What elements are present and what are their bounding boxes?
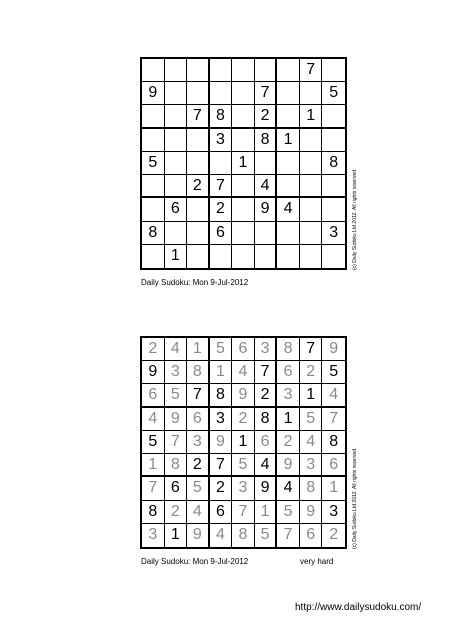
puzzle-caption: Daily Sudoku: Mon 9-Jul-2012: [141, 278, 249, 287]
solution-cell-r4c9: 7: [322, 408, 345, 431]
puzzle-cell-r1c3: [187, 59, 210, 82]
puzzle-cell-r8c2: [165, 222, 188, 245]
solution-cell-r6c2: 8: [165, 454, 188, 477]
puzzle-cell-r2c4: [210, 82, 233, 105]
solution-cell-r1c9: 9: [322, 338, 345, 361]
puzzle-cell-r3c2: [165, 105, 188, 128]
solution-cell-r9c6: 5: [255, 524, 278, 547]
solution-cell-r5c5: 1: [232, 431, 255, 454]
solution-cell-r9c8: 6: [300, 524, 323, 547]
puzzle-cell-r8c6: [255, 222, 278, 245]
solution-cell-r8c5: 7: [232, 501, 255, 524]
puzzle-cell-r9c6: [255, 245, 278, 268]
solution-cell-r9c7: 7: [277, 524, 300, 547]
puzzle-cell-r3c7: [277, 105, 300, 128]
puzzle-cell-r9c4: [210, 245, 233, 268]
puzzle-copyright: (c) Daily Sudoku Ltd 2012. All rights reserved.: [352, 168, 358, 270]
puzzle-cell-r6c8: [300, 175, 323, 198]
solution-cell-r5c2: 7: [165, 431, 188, 454]
puzzle-cell-r8c5: [232, 222, 255, 245]
solution-cell-r6c3: 2: [187, 454, 210, 477]
solution-grid: [140, 336, 347, 549]
puzzle-cell-r9c7: [277, 245, 300, 268]
puzzle-cell-r1c4: [210, 59, 233, 82]
puzzle-cell-r1c1: [142, 59, 165, 82]
solution-cell-r6c9: 6: [322, 454, 345, 477]
solution-cell-r7c9: 1: [322, 477, 345, 500]
puzzle-cell-r3c1: [142, 105, 165, 128]
puzzle-cell-r8c1: 8: [142, 222, 165, 245]
puzzle-cell-r4c4: 3: [210, 129, 233, 152]
puzzle-cell-r8c7: [277, 222, 300, 245]
solution-cell-r4c8: 5: [300, 408, 323, 431]
solution-cell-r3c1: 6: [142, 384, 165, 407]
solution-cell-r6c1: 1: [142, 454, 165, 477]
puzzle-cell-r3c8: 1: [300, 105, 323, 128]
puzzle-cell-r2c6: 7: [255, 82, 278, 105]
puzzle-cell-r6c7: [277, 175, 300, 198]
puzzle-cell-r9c3: [187, 245, 210, 268]
puzzle-cell-r9c8: [300, 245, 323, 268]
puzzle-cell-r5c8: [300, 152, 323, 175]
puzzle-cell-r7c3: [187, 198, 210, 221]
solution-cell-r4c6: 8: [255, 408, 278, 431]
puzzle-cell-r2c2: [165, 82, 188, 105]
solution-cell-r5c3: 3: [187, 431, 210, 454]
puzzle-cell-r8c3: [187, 222, 210, 245]
puzzle-grid: [140, 57, 347, 270]
solution-cell-r9c9: 2: [329, 526, 339, 544]
solution-cell-r7c7: 4: [277, 477, 300, 500]
solution-cell-r6c5: 5: [232, 454, 255, 477]
solution-cell-r3c2: 5: [165, 384, 188, 407]
puzzle-cell-r1c5: [232, 59, 255, 82]
puzzle-cell-r3c3: 7: [187, 105, 210, 128]
solution-cell-r2c1: 9: [142, 361, 165, 384]
puzzle-cell-r3c4: 8: [210, 105, 233, 128]
solution-cell-r3c3: 7: [187, 384, 210, 407]
puzzle-cell-r6c9: [322, 175, 345, 198]
puzzle-cell-r8c4: 6: [210, 222, 233, 245]
solution-copyright: (c) Daily Sudoku Ltd 2012. All rights reserved.: [352, 447, 358, 549]
solution-cell-r1c4: 5: [210, 338, 233, 361]
puzzle-cell-r6c1: [142, 175, 165, 198]
puzzle-cell-r7c9: [322, 198, 345, 221]
solution-cell-r8c2: 2: [165, 501, 188, 524]
puzzle-cell-r1c2: [165, 59, 188, 82]
puzzle-cell-r7c4: 2: [210, 198, 233, 221]
solution-cell-r7c6: 9: [255, 477, 278, 500]
solution-cell-r1c5: 6: [232, 338, 255, 361]
puzzle-cell-r7c6: 9: [255, 198, 278, 221]
solution-cell-r1c7: 8: [277, 338, 300, 361]
solution-cell-r2c3: 8: [187, 361, 210, 384]
puzzle-cell-r2c9: 5: [322, 82, 345, 105]
solution-cell-r4c4: 3: [210, 408, 233, 431]
puzzle-cell-r5c2: [165, 152, 188, 175]
puzzle-cell-r9c1: [142, 245, 165, 268]
solution-cell-r9c1: 3: [142, 524, 165, 547]
solution-cell-r8c9: 3: [322, 501, 345, 524]
puzzle-cell-r7c5: [232, 198, 255, 221]
solution-cell-r7c5: 3: [232, 477, 255, 500]
solution-cell-r9c3: 9: [187, 524, 210, 547]
puzzle-cell-r6c5: [232, 175, 255, 198]
puzzle-cell-r2c3: [187, 82, 210, 105]
solution-cell-r2c7: 6: [277, 361, 300, 384]
solution-cell-r7c1: 7: [142, 477, 165, 500]
puzzle-cell-r1c9: [322, 59, 345, 82]
puzzle-cell-r4c1: [142, 129, 165, 152]
solution-cell-r7c8: 8: [300, 477, 323, 500]
puzzle-cell-r6c3: 2: [187, 175, 210, 198]
solution-cell-r3c7: 3: [277, 384, 300, 407]
solution-cell-r1c1: 2: [142, 338, 165, 361]
puzzle-cell-r5c7: [277, 152, 300, 175]
puzzle-cell-r8c9: 3: [322, 222, 345, 245]
solution-cell-r2c4: 1: [210, 361, 233, 384]
puzzle-cell-r5c6: [255, 152, 278, 175]
solution-cell-r6c7: 9: [277, 454, 300, 477]
solution-cell-r2c6: 7: [255, 361, 278, 384]
puzzle-cell-r4c3: [187, 129, 210, 152]
solution-cell-r4c5: 2: [232, 408, 255, 431]
solution-cell-r6c8: 3: [300, 454, 323, 477]
solution-cell-r2c5: 4: [232, 361, 255, 384]
solution-cell-r3c5: 9: [232, 384, 255, 407]
solution-cell-r9c2: 1: [165, 524, 188, 547]
solution-cell-r4c1: 4: [142, 408, 165, 431]
puzzle-cell-r4c8: [300, 129, 323, 152]
puzzle-cell-r4c6: 8: [255, 129, 278, 152]
solution-cell-r8c4: 6: [210, 501, 233, 524]
puzzle-cell-r7c2: 6: [165, 198, 188, 221]
puzzle-cell-r5c5: 1: [232, 152, 255, 175]
solution-cell-r3c6: 2: [255, 384, 278, 407]
solution-cell-r4c2: 9: [165, 408, 188, 431]
solution-cell-r8c3: 4: [187, 501, 210, 524]
solution-cell-r7c3: 5: [187, 477, 210, 500]
solution-cell-r2c9: 5: [322, 361, 345, 384]
solution-cell-r4c3: 6: [187, 408, 210, 431]
puzzle-cell-r4c5: [232, 129, 255, 152]
puzzle-cell-r6c4: 7: [210, 175, 233, 198]
puzzle-cell-r1c7: [277, 59, 300, 82]
puzzle-cell-r3c5: [232, 105, 255, 128]
solution-cell-r1c6: 3: [255, 338, 278, 361]
puzzle-cell-r3c6: 2: [255, 105, 278, 128]
puzzle-cell-r2c5: [232, 82, 255, 105]
solution-cell-r4c7: 1: [277, 408, 300, 431]
solution-cell-r8c1: 8: [142, 501, 165, 524]
solution-cell-r1c8: 7: [300, 338, 323, 361]
puzzle-cell-r7c7: 4: [277, 198, 300, 221]
puzzle-cell-r4c9: [322, 129, 345, 152]
solution-caption: Daily Sudoku: Mon 9-Jul-2012: [141, 557, 249, 566]
solution-cell-r5c6: 6: [255, 431, 278, 454]
solution-cell-r6c6: 4: [255, 454, 278, 477]
puzzle-cell-r5c1: 5: [142, 152, 165, 175]
solution-cell-r7c4: 2: [210, 477, 233, 500]
solution-cell-r3c4: 8: [210, 384, 233, 407]
puzzle-cell-r9c5: [232, 245, 255, 268]
puzzle-cell-r1c6: [255, 59, 278, 82]
solution-cell-r2c2: 3: [165, 361, 188, 384]
puzzle-cell-r2c8: [300, 82, 323, 105]
puzzle-cell-r8c8: [300, 222, 323, 245]
puzzle-cell-r4c2: [165, 129, 188, 152]
puzzle-cell-r2c1: 9: [142, 82, 165, 105]
solution-cell-r8c8: 9: [300, 501, 323, 524]
puzzle-cell-r7c1: [142, 198, 165, 221]
solution-cell-r3c9: 4: [322, 384, 345, 407]
puzzle-cell-r9c2: 1: [165, 245, 188, 268]
solution-cell-r7c2: 6: [165, 477, 188, 500]
solution-cell-r1c2: 4: [165, 338, 188, 361]
solution-cell-r2c8: 2: [300, 361, 323, 384]
puzzle-cell-r5c3: [187, 152, 210, 175]
puzzle-cell-r3c9: [322, 105, 345, 128]
solution-cell-r5c1: 5: [142, 431, 165, 454]
solution-cell-r9c4: 4: [210, 524, 233, 547]
puzzle-cell-r5c9: 8: [322, 152, 345, 175]
solution-cell-r5c4: 9: [210, 431, 233, 454]
solution-cell-r6c4: 7: [210, 454, 233, 477]
solution-cell-r9c5: 8: [232, 524, 255, 547]
solution-cell-r8c7: 5: [277, 501, 300, 524]
solution-cell-r1c3: 1: [187, 338, 210, 361]
puzzle-cell-r1c8: 7: [300, 59, 323, 82]
puzzle-cell-r6c2: [165, 175, 188, 198]
puzzle-cell-r9c9: [322, 245, 345, 268]
solution-cell-r5c7: 2: [277, 431, 300, 454]
site-url-link[interactable]: http://www.dailysudoku.com/: [295, 602, 422, 613]
solution-cell-r5c9: 8: [322, 431, 345, 454]
puzzle-cell-r7c8: [300, 198, 323, 221]
solution-cell-r5c8: 4: [300, 431, 323, 454]
puzzle-cell-r2c7: [277, 82, 300, 105]
solution-cell-r3c8: 1: [300, 384, 323, 407]
puzzle-cell-r5c4: [210, 152, 233, 175]
puzzle-cell-r4c7: 1: [277, 129, 300, 152]
solution-cell-r8c6: 1: [255, 501, 278, 524]
puzzle-cell-r6c6: 4: [255, 175, 278, 198]
difficulty-label: very hard: [300, 557, 334, 566]
